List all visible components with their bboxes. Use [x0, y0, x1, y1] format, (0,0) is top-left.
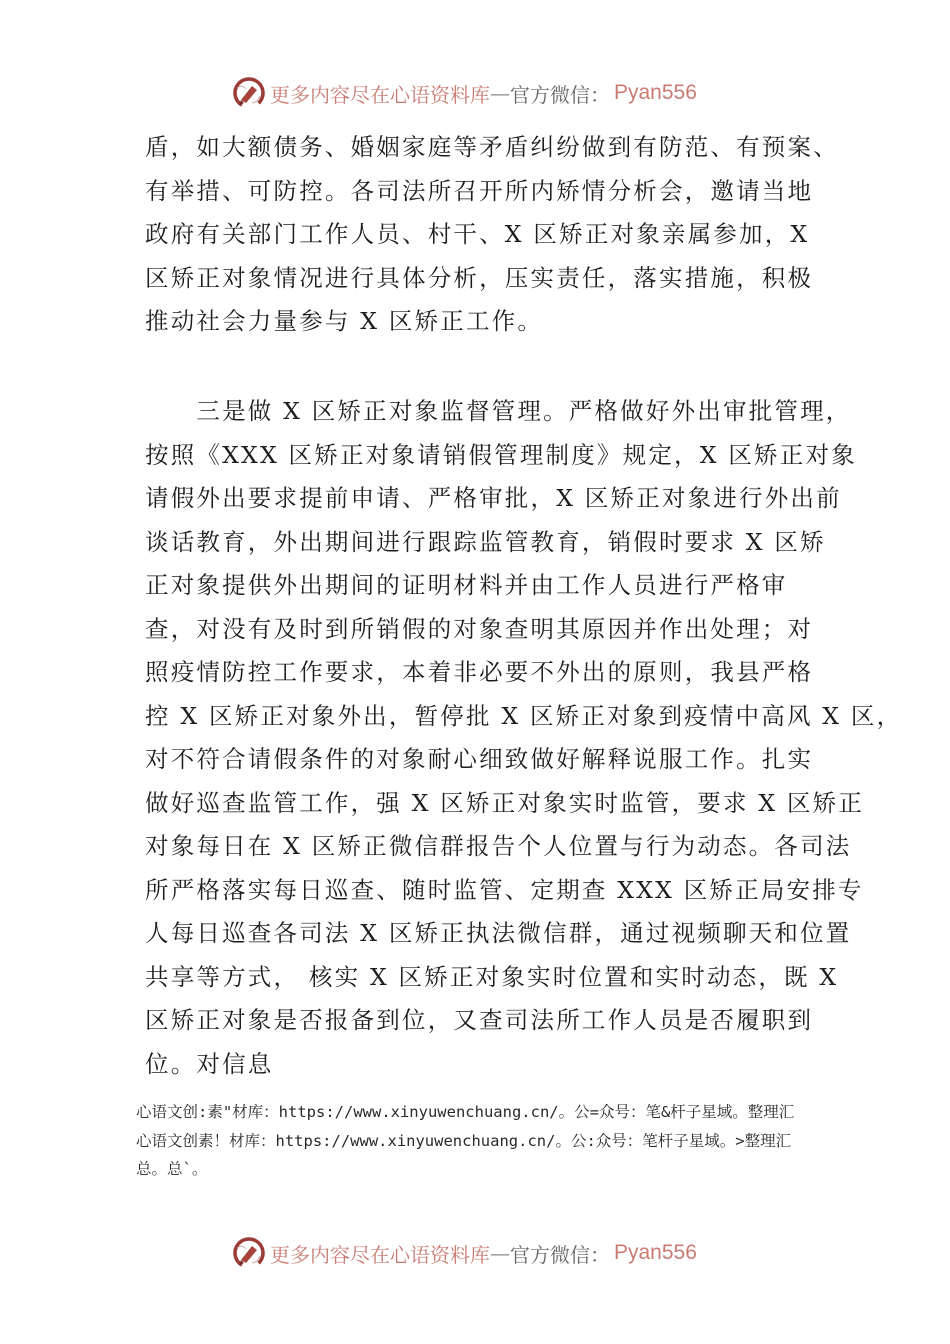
promo-text: 更多内容尽在心语资料库	[270, 82, 490, 107]
text-line: 有举措、可防控。各司法所召开所内矫情分析会，邀请当地	[145, 176, 814, 205]
text-line: 对象每日在 X 区矫正微信群报告个人位置与行为动态。各司法	[145, 832, 852, 860]
text-line: 推动社会力量参与 X 区矫正工作。	[145, 307, 544, 335]
text-line: 查，对没有及时到所销假的对象查明其原因并作出处理；对	[145, 614, 814, 643]
footer-banner	[232, 1233, 732, 1273]
wechat-label: 官方微信：	[510, 1242, 610, 1267]
watermark-line: 心语文创:素"材库：https://www.xinyuwenchuang.cn/。公=众号：笔&杆子星域。整理汇	[136, 1103, 795, 1121]
text-line: 人每日巡查各司法 X 区矫正执法微信群，通过视频聊天和位置	[145, 919, 852, 947]
banner-dash: —	[490, 81, 510, 105]
text-line: 区矫正对象是否报备到位，又查司法所工作人员是否履职到	[145, 1006, 814, 1034]
banner-dash: —	[490, 1241, 510, 1265]
text-line: 政府有关部门工作人员、村干、X 区矫正对象亲属参加，X	[145, 220, 810, 248]
text-line: 请假外出要求提前申请、严格审批，X 区矫正对象进行外出前	[145, 484, 842, 512]
text-line: 照疫情防控工作要求，本着非必要不外出的原则，我县严格	[145, 658, 814, 686]
paragraph-2	[145, 390, 903, 1086]
wechat-id: Pyan556	[614, 81, 697, 104]
pen-logo-icon	[232, 1236, 266, 1270]
header-banner	[232, 73, 732, 113]
text-line: 所严格落实每日巡查、随时监管、定期查 XXX 区矫正局安排专	[145, 875, 864, 904]
text-line: 区矫正对象情况进行具体分析，压实责任，落实措施，积极	[145, 263, 814, 292]
paragraph-1	[145, 126, 839, 344]
text-line: 按照《XXX 区矫正对象请销假管理制度》规定，X 区矫正对象	[145, 440, 857, 469]
wechat-label: 官方微信：	[510, 82, 610, 107]
text-line: 位。对信息	[145, 1049, 274, 1078]
watermark-line: 心语文创素！材库：https://www.xinyuwenchuang.cn/。公:众号：笔杆子星域。>整理汇	[136, 1131, 792, 1150]
text-line: 共享等方式， 核实 X 区矫正对象实时位置和实时动态，既 X	[145, 962, 839, 991]
wechat-id: Pyan556	[614, 1241, 697, 1264]
text-line: 盾，如大额债务、婚姻家庭等矛盾纠纷做到有防范、有预案、	[145, 133, 839, 161]
text-line: 做好巡查监管工作，强 X 区矫正对象实时监管，要求 X 区矫正	[145, 788, 865, 817]
text-line: 三是做 X 区矫正对象监督管理。严格做好外出审批管理，	[145, 397, 852, 425]
text-line: 控 X 区矫正对象外出，暂停批 X 区矫正对象到疫情中高风 X 区，	[145, 701, 903, 730]
watermark-line: 总。总`。	[136, 1160, 208, 1178]
promo-text: 更多内容尽在心语资料库	[270, 1242, 490, 1267]
text-line: 正对象提供外出期间的证明材料并由工作人员进行严格审	[145, 571, 788, 599]
text-line: 谈话教育，外出期间进行跟踪监管教育，销假时要求 X 区矫	[145, 527, 826, 556]
text-line: 对不符合请假条件的对象耐心细致做好解释说服工作。扎实	[145, 745, 814, 773]
pen-logo-icon	[232, 76, 266, 110]
watermark-notes	[136, 1098, 836, 1184]
